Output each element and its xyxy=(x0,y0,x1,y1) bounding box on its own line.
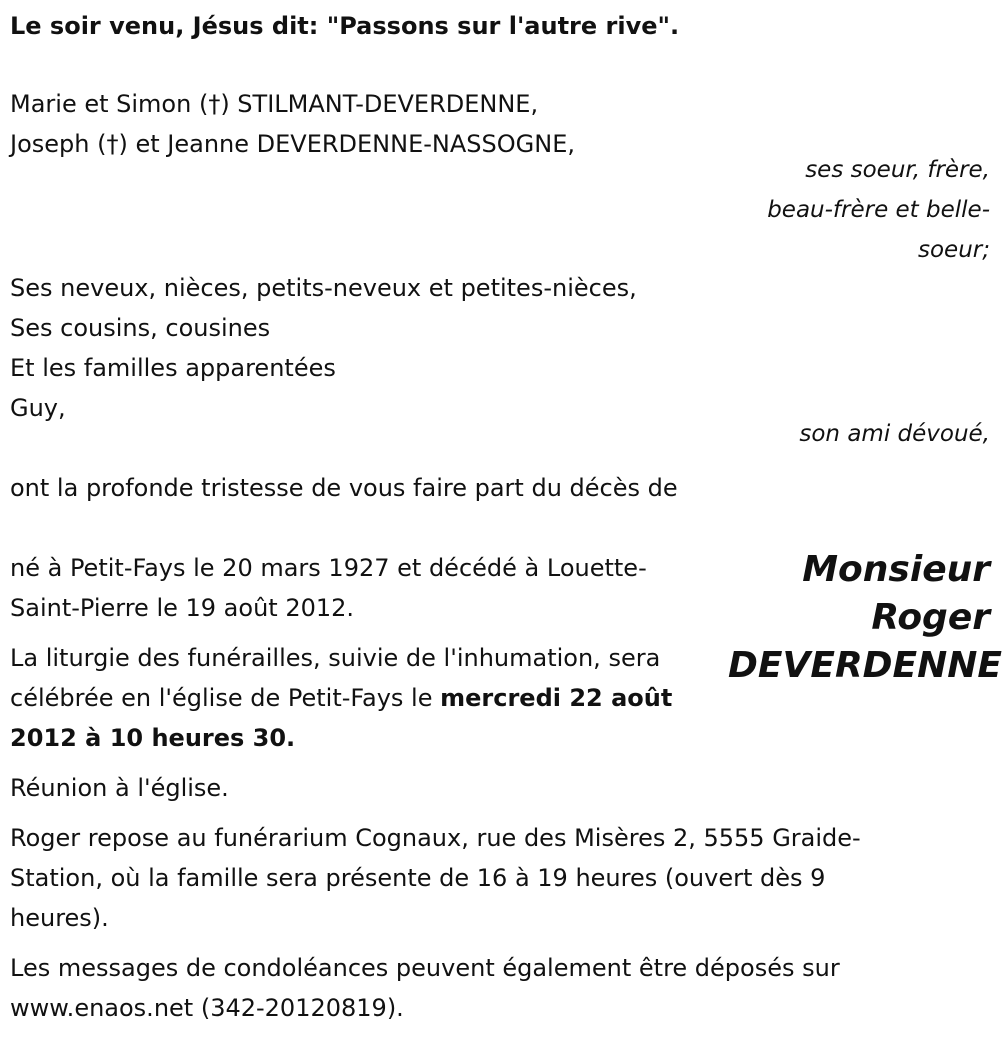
relatives-line-4: Guy, xyxy=(10,394,66,422)
announcement: ont la profonde tristesse de vous faire part du décès de xyxy=(10,474,678,502)
funerarium-line-2: Station, où la famille sera présente de 16 à 19 heures (ouvert dès 9 xyxy=(10,864,826,892)
opening-verse: Le soir venu, Jésus dit: "Passons sur l'autre rive". xyxy=(10,12,680,40)
relatives-line-1: Ses neveux, nièces, petits-neveux et petites-nièces, xyxy=(10,274,637,302)
liturgy-line-2 xyxy=(10,678,672,718)
funerarium-line-3: heures). xyxy=(10,904,109,932)
meeting-info: Réunion à l'église. xyxy=(10,774,229,802)
liturgy-line-1: La liturgie des funérailles, suivie de l'inhumation, sera xyxy=(10,644,661,672)
relatives-line-3: Et les familles apparentées xyxy=(10,354,336,382)
condolences-line-2: www.enaos.net (342-20120819). xyxy=(10,994,404,1022)
liturgy-time: 2012 à 10 heures 30. xyxy=(10,724,296,752)
liturgy-date: mercredi 22 août xyxy=(440,684,673,712)
relatives-line-2: Ses cousins, cousines xyxy=(10,314,271,342)
family-line-1: Marie et Simon (†) STILMANT-DEVERDENNE, xyxy=(10,90,539,118)
relation-friend: son ami dévoué, xyxy=(799,421,990,447)
liturgy-line-2-text: célébrée en l'église de Petit-Fays le xyxy=(10,684,441,712)
relation-sibling-line-3: soeur; xyxy=(918,237,990,263)
birth-line-1: né à Petit-Fays le 20 mars 1927 et décédé à Louette- xyxy=(10,554,647,582)
deceased-first-name: Roger xyxy=(871,597,990,638)
family-line-2: Joseph (†) et Jeanne DEVERDENNE-NASSOGNE, xyxy=(10,130,575,158)
relation-sibling-line-1: ses soeur, frère, xyxy=(805,157,990,183)
funerarium-line-1: Roger repose au funérarium Cognaux, rue des Misères 2, 5555 Graide- xyxy=(10,824,861,852)
birth-line-2: Saint-Pierre le 19 août 2012. xyxy=(10,594,355,622)
deceased-last-name: DEVERDENNE xyxy=(728,645,1002,686)
relation-sibling-line-2: beau-frère et belle- xyxy=(767,197,990,223)
condolences-line-1: Les messages de condoléances peuvent également être déposés sur xyxy=(10,954,840,982)
deceased-title: Monsieur xyxy=(802,549,990,590)
